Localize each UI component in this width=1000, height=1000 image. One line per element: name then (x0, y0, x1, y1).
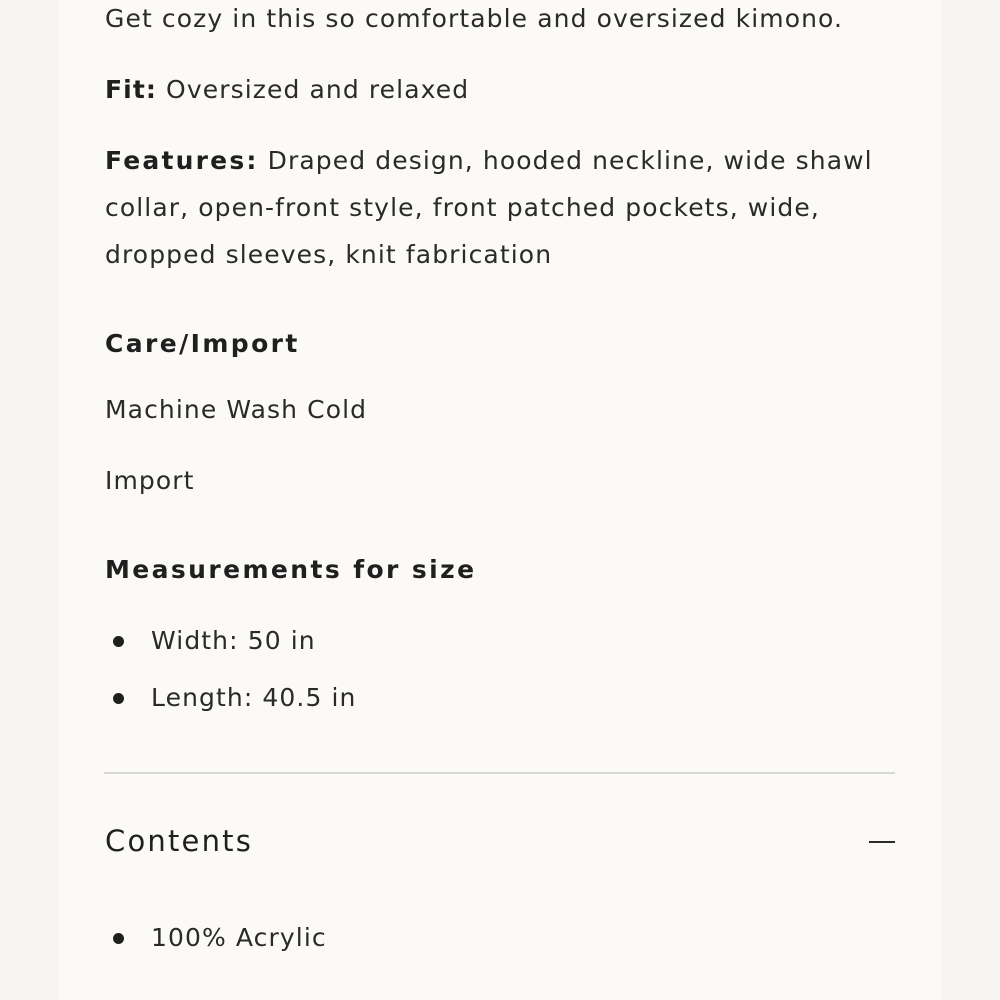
list-item (113, 683, 357, 713)
care-import-heading: Care/Import (105, 329, 300, 358)
features-label: Features: (105, 146, 259, 175)
measurements-heading: Measurements for size (105, 555, 477, 584)
section-divider (104, 772, 895, 774)
bullet-icon (113, 693, 124, 704)
fit-label: Fit: (105, 75, 157, 104)
measurement-length: Length: 40.5 in (151, 683, 357, 712)
minus-icon[interactable] (869, 841, 895, 843)
contents-material: 100% Acrylic (151, 923, 327, 952)
features-value: Draped design, hooded neckline, wide shawl collar, open-front style, front patched pockets, wide, dropped sleeves, knit fabrication (105, 146, 873, 269)
care-origin-text: Import (105, 466, 195, 495)
product-intro-text: Get cozy in this so comfortable and oversized kimono. (105, 4, 844, 33)
features-paragraph (105, 137, 895, 278)
bullet-icon (113, 636, 124, 647)
contents-accordion-toggle[interactable] (104, 818, 895, 868)
list-item (113, 626, 316, 656)
list-item (113, 923, 327, 953)
fit-value: Oversized and relaxed (157, 75, 470, 104)
bullet-icon (113, 933, 124, 944)
measurement-width: Width: 50 in (151, 626, 316, 655)
fit-line (105, 66, 469, 113)
care-wash-text: Machine Wash Cold (105, 395, 368, 424)
contents-title: Contents (105, 824, 254, 858)
